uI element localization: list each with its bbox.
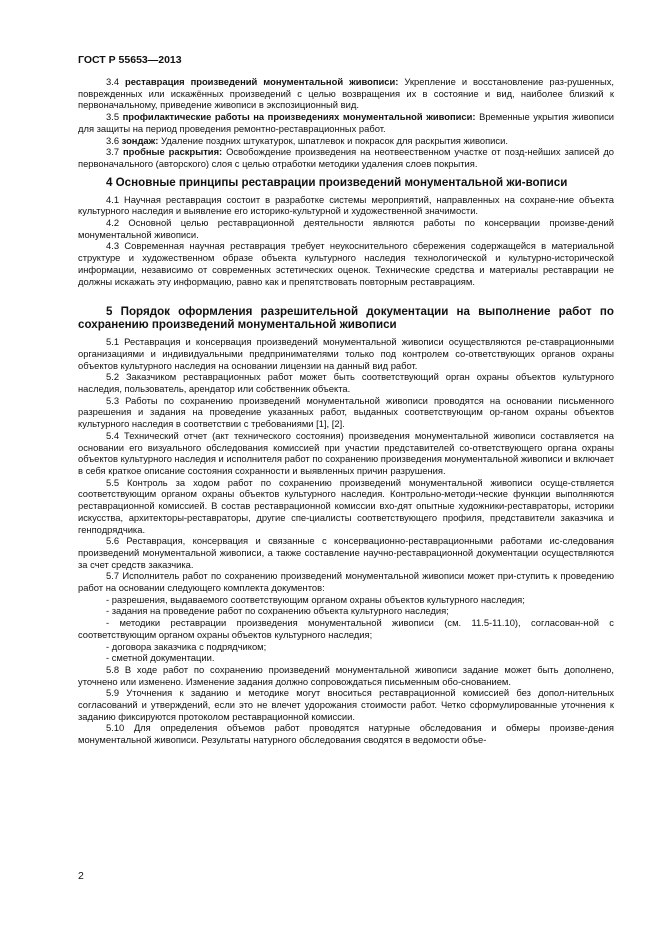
document-list-item: - задания на проведение работ по сохранению объекта культурного наследия; bbox=[106, 605, 449, 617]
section-paragraph: 5.4 Технический отчет (акт технического состояния) произведения монументальной живописи составляется на основании его визуального обследования комиссией при участии представителей со-ответствующего органа охраны объектов культурного наследия и исполнителя работ по сохранению произведения монументальной живописи и включает в себя краткое описание состояния сохранности и выявленных причин разрушения. bbox=[78, 429, 614, 476]
page-number: 2 bbox=[78, 870, 84, 882]
document-header: ГОСТ Р 55653—2013 bbox=[78, 54, 182, 66]
term-definition: Освобождение произведения на неотвеественном участке от позд-нейших записей до первоначального (авторского) слоя с целью отработки методики удаления слоев покрытия. bbox=[78, 146, 615, 169]
term-item bbox=[78, 146, 614, 169]
term-definition: Удаление поздних штукатурок, шпатлевок и покрасок для раскрытия живописи. bbox=[161, 134, 508, 146]
term-definition: Укрепление и восстановление раз-рушенных, поврежденных или искажённых произведений с целью возвращения их в состояние и вид, наиболее близкий к первоначальному, приведение живописи в экспозиционный вид. bbox=[78, 76, 615, 111]
term-number: 3.7 bbox=[106, 146, 120, 158]
document-list-item: - договора заказчика с подрядчиком; bbox=[106, 640, 267, 652]
document-list-item: - разрешения, выдаваемого соответствующим органом охраны объектов культурного наследия; bbox=[106, 593, 525, 605]
section-paragraph: 4.2 Основной целью реставрационной деятельности являются работы по консервации произве-дений монументальной живописи. bbox=[78, 217, 614, 240]
term-number: 3.5 bbox=[106, 111, 120, 123]
section-paragraph: 5.10 Для определения объемов работ проводятся натурные обследования и обмеры произве-дения монументальной живописи. Результаты натурного обследования сводятся в ведомости объе- bbox=[78, 722, 614, 746]
term-definition: Временные укрытия живописи для защиты на период проведения ремонтно-реставрационных работ. bbox=[78, 111, 615, 134]
document-list-item: - методики реставрации произведения монументальной живописи (см. 11.5-11.10), согласован-ной с соответствующим органом охраны объектов культурного наследия; bbox=[78, 617, 614, 640]
section-paragraph: 5.8 В ходе работ по сохранению произведений монументальной живописи задание может быть дополнено, уточнено или изменено. Изменение задания должно сопровождаться письменным обо-снованием. bbox=[78, 663, 614, 687]
term-number: 3.6 bbox=[106, 134, 120, 146]
section-paragraph: 5.2 Заказчиком реставрационных работ может быть соответствующий орган охраны объектов культурного наследия, пользователь, арендатор или собственник объекта. bbox=[78, 371, 614, 395]
section-paragraph: 5.9 Уточнения к заданию и методике могут вноситься реставрационной комиссией без допол-нительных согласований и утверждений, если это не влечет удорожания стоимости работ. Четко сформулированные уточнения к заданию фиксируются протоколом реставрационной комиссии. bbox=[78, 687, 614, 722]
section-paragraph: 4.3 Современная научная реставрация требует неукоснительного сбережения содержащейся в материальной структуре и художественном образе объекта культурного наследия технологической и культурно-исторической информации, независимо от современных эстетических оценок. Технические средства и материалы реставрации не должны искажать эту информацию, равно как и препятствовать повторным реставрациям. bbox=[78, 240, 614, 287]
section-paragraph: 5.6 Реставрация, консервация и связанные с консервационно-реставрационными работами ис-следования произведений монументальной живописи, а также составление научно-реставрационной документации осуществляются за счет средств заказчика. bbox=[78, 535, 614, 570]
term-number: 3.4 bbox=[106, 76, 120, 87]
term-item bbox=[78, 135, 614, 147]
terms-list bbox=[78, 76, 614, 170]
document-list-item: - сметной документации. bbox=[106, 652, 215, 664]
section-paragraph: 5.3 Работы по сохранению произведений монументальной живописи проводятся на основании письменного разрешения и задания на проведение указанных работ, выданных соответствующим ор-ганом охраны объектов культурного наследия в соответствии с требованиями [1], [2]. bbox=[78, 394, 614, 430]
page-body bbox=[78, 76, 614, 746]
section-paragraph: 4.1 Научная реставрация состоит в разработке системы мероприятий, направленных на сохране-ние объекта культурного наследия и выявление его историко-культурной и художественной значимости. bbox=[78, 193, 614, 217]
term-name: профилактические работы на произведениях монументальной живописи: bbox=[122, 111, 476, 123]
section-4-heading: 4 Основные принципы реставрации произведений монументальной жи-вописи bbox=[106, 175, 568, 189]
term-name: пробные раскрытия: bbox=[122, 146, 223, 158]
term-item bbox=[78, 111, 614, 134]
term-name: реставрация произведений монументальной живописи: bbox=[125, 76, 399, 87]
term-name: зондаж: bbox=[121, 134, 159, 146]
section-paragraph: 5.5 Контроль за ходом работ по сохранению произведений монументальной живописи осуще-ствляется соответствующим органом охраны объектов культурного наследия. Контрольно-методи-ческие функции выполняются реставрационной комиссией. В состав реставрационной комиссии вхо-дят опытные художники-реставраторы, историки искусства, архитекторы-реставраторы, другие спе-циалисты соответствующего профиля, представители заказчика и генподрядчика. bbox=[78, 476, 614, 535]
term-item bbox=[78, 76, 614, 111]
section-5-heading: 5 Порядок оформления разрешительной документации на выполнение работ по сохранению произведений монументальной живописи bbox=[78, 305, 614, 332]
section-paragraph: 5.7 Исполнитель работ по сохранению произведений монументальной живописи может при-ступить к проведению работ на основании следующего комплекта документов: bbox=[78, 570, 614, 594]
section-paragraph: 5.1 Реставрация и консервация произведений монументальной живописи осуществляются ре-ставрационными организациями и индивидуальными предпринимателями только под контролем со-ответствующих органов охраны объектов культурного наследия на основании лицензии на данный вид работ. bbox=[78, 336, 614, 371]
